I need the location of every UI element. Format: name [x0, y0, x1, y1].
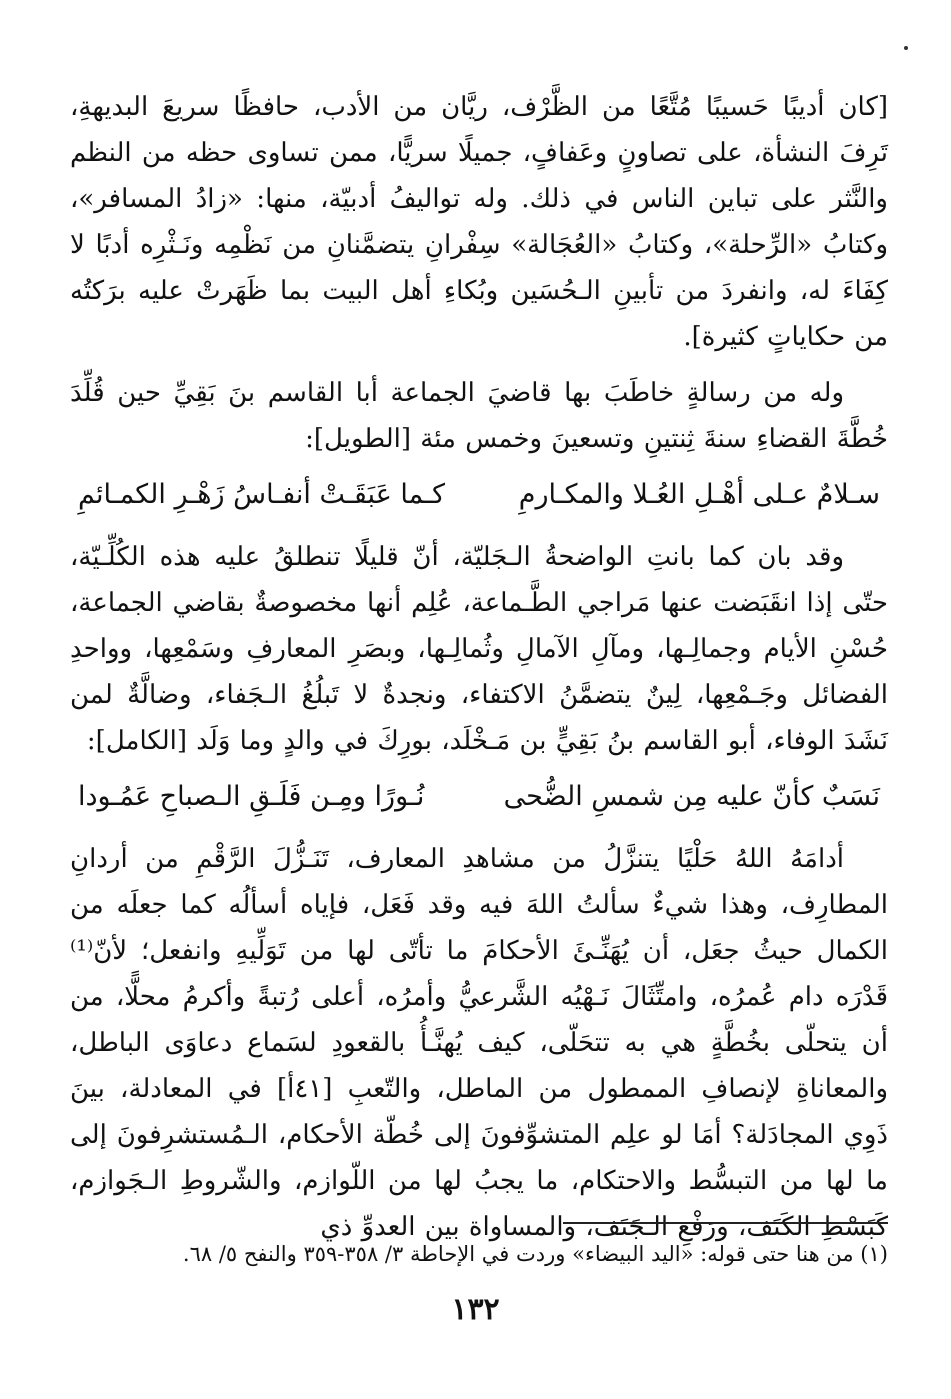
footnote-divider — [563, 1222, 888, 1224]
letter-continuation-paragraph: أدامَهُ اللهُ حَلْيًا يتنزَّلُ من مشاهدِ المعارف، تَنَـزُّلَ الرَّقْمِ من أردانِ المطارِف، وهذا شيءٌ سألتُ اللهَ فيه وقد فَعَل، فإياه أسألُه كما جعلَه من الكمال حيثُ جعَل، أن يُهَنِّـئَ الأحكامَ ما تأتّى لها من تَوَلِّيهِ وانفعل؛ لأنّ⁽¹⁾ قَدْرَه دام عُمرُه، وامتِّثَالَ نَـهْيُه الشَّرعيُّ وأمرُه، أعلى رُتبةً وأكرمُ محلًّا، من أن يتحلّى بخُطَّةٍ هي به تتحَلّى، كيف يُهنَّـأُ بالقعودِ لسَماع دعاوَى الباطل، والمعاناةِ لإنصافِ الممطول من الماطل، والتّعبِ [٤١أ] في المعادلة، بينَ ذَوِي المجادَلة؟ أمَا لو علِم المتشوِّفونَ إلى خُطّة الأحكام، الـمُستشرِفونَ إلى ما لها من التبسُّط والاحتكام، ما يجبُ لها من اللّوازم، والشّروطِ الـجَوازم، كَبَسْطِ الكَنَف، ورَفْعِ الـجَنَف، والمساواة بين العدوِّ ذي — [70, 844, 889, 1242]
verse-2-second-hemistich: نُـورًا ومِـن فَلَـقِ الـصباحِ عَمُـودا — [78, 781, 425, 812]
verse-1-second-hemistich: كـما عَبَقَـتْ أنفـاسُ زَهْـرِ الكمـائمِ — [78, 479, 445, 510]
verse-line-2 — [70, 774, 888, 820]
letter-intro-paragraph: وله من رسالةٍ خاطَبَ بها قاضيَ الجماعة أبا القاسم بنَ بَقِيِّ حين قُلِّدَ خُطَّةَ القضاءِ سنةَ ثِنتينِ وتسعينَ وخمس مئة [الطويل]: — [70, 378, 888, 454]
footnote: (١) من هنا حتى قوله: «اليد البيضاء» وردت في الإحاطة ٣/ ٣٥٨-٣٥٩ والنفح ٥/ ٦٨. — [182, 1242, 888, 1266]
page-number: ١٣٢ — [451, 1292, 500, 1327]
biography-paragraph: [كان أديبًا حَسيبًا مُتَّعًا من الظَّرْف، ريَّان من الأدب، حافظًا سريعَ البديهةِ، تَرِفَ النشأة، على تصاونٍ وعَفافٍ، جميلًا سريًّا، ممن تساوى حظه من النظم والنَّثر على تباين الناس في ذلك. وله تواليفُ أدبيّة، منها: «زادُ المسافر»، وكتابُ «الرِّحلة»، وكتابُ «العُجَالة» سِفْرانِ يتضمَّنانِ من نَظْمِه ونَـثْرِه أدبًا لا كِفَاءَ له، وانفردَ من تأبينِ الـحُسَين وبُكاءِ أهل البيت بما ظَهَرتْ عليه برَكتُه من حكاياتٍ كثيرة]. — [70, 92, 888, 352]
verse-1-first-hemistich: سـلامٌ عـلى أهْـلِ العُـلا والمكـارمِ — [518, 479, 880, 510]
verse-2-first-hemistich: نَسَبٌ كأنّ عليه مِن شمسِ الضُّحى — [503, 781, 880, 812]
scan-mark — [904, 46, 908, 50]
letter-body-paragraph: وقد بان كما بانتِ الواضحةُ الـجَليّة، أنّ قليلًا تنطلقُ عليه هذه الكُلِّـيّة، حتّى إذا انقَبَضت عنها مَراجي الطَّـماعة، عُلِم أنها مخصوصةٌ بقاضي الجماعة، حُسْنِ الأيام وجمالِـها، ومآلِ الآمالِ وثُمالِـها، وبصَرِ المعارفِ وسَمْعِها، وواحدِ الفضائل وجَـمْعِها، لِينٌ يتضمَّنُ الاكتفاء، ونجدةٌ لا تَبلُغُ الـجَفاء، وضالَّةٌ لمن نَشَدَ الوفاء، أبو القاسم بنُ بَقِيٍّ بن مَـخْلَد، بورِكَ في والدٍ وما وَلَد [الكامل]: — [70, 542, 888, 756]
verse-line-1 — [70, 472, 888, 518]
page-body — [70, 84, 888, 1260]
